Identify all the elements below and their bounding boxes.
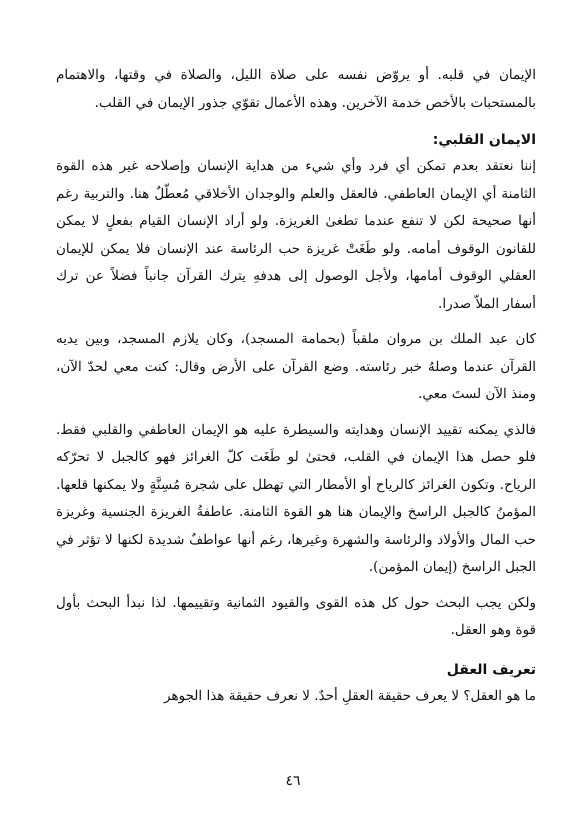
paragraph-research-intro: ولكن يجب البحث حول كل هذه القوى والقيود الثمانية وتقييمها. لذا نبدأ البحث بأول قوة وهو العقل.	[56, 594, 536, 638]
page-number: ٤٦	[285, 773, 301, 789]
paragraph-abd-al-malik-story: كان عبد الملك بن مروان ملقباً (بحمامة المسجد)، وكان يلازم المسجد، وبين يديه القرآن عندما وصلهُ خبر رئاسته. وضع القرآن على الأرض وقال: كنت معي لحدّ الآن، ومنذ الآن لستَ معي.	[56, 331, 536, 402]
paragraph-reason-definition: ما هو العقل؟ لا يعرف حقيقة العقلِ أحدٌ. لا نعرف حقيقة هذا الجوهر	[164, 687, 536, 704]
section-heading-heart-faith: الايمان القلبي:	[432, 132, 536, 148]
paragraph-opening: الإيمان في قلبه. أو يروّض نفسه على صلاة الليل، والصلاة في وقتها، والاهتمام بالمستحبات بالأخص خدمة الآخرين. وهذه الأعمال تقوّي جذور الإيمان في القلب.	[56, 67, 536, 111]
page-body	[56, 62, 536, 710]
section-heading-reason-definition: تعريف العقل	[446, 661, 536, 678]
paragraph-emotional-faith: فالذي يمكنه تقييد الإنسان وهدايته والسيطرة عليه هو الإيمان العاطفي والقلبي فقط. فلو حصل هذا الإيمان في القلب، فحتىٰ لو طَغَت كلّ الغرائز فهو كالجبل لا تحرّكه الرياح. وتكون الغرائز كالرياح أو الأمطار التي تهطل على شجرة مُسِنَّةٍ ولا يمكنها قلعها. المؤمنُ كالجبل الراسخ والإيمان هنا هو القوة الثامنة. عاطفةُ الغريزة الجنسية وغريزة حب المال والأولاد والرئاسة والشهرة وغيرها، رغم أنها عواطفٌ شديدة لكنها لا تؤثر في الجبل الراسخ (إيمان المؤمن).	[56, 421, 536, 575]
paragraph-heart-faith-intro: إننا نعتقد بعدم تمكن أي فرد وأي شيء من هداية الإنسان وإصلاحه غير هذه القوة الثامنة أي الإيمان العاطفي. فالعقل والعلم والوجدان الأخلاقي مُعطّلٌ هنا. والتربية رغم أنها صحيحة لكن لا تنفع عندما تطغىٰ الغريزة. ولو أراد الإنسان القيام بفعلٍ لا يمكن للقانون الوقوف أمامه. ولو طَغَتْ غريزة حب الرئاسة عند الإنسان فلا يمكن للإيمان العقلي الوقوف أمامها، ولأجل الوصول إلى هدفهِ يترك القرآن جانباً فضلاً عن ترك أسفار الملاّ صدرا.	[56, 158, 536, 312]
